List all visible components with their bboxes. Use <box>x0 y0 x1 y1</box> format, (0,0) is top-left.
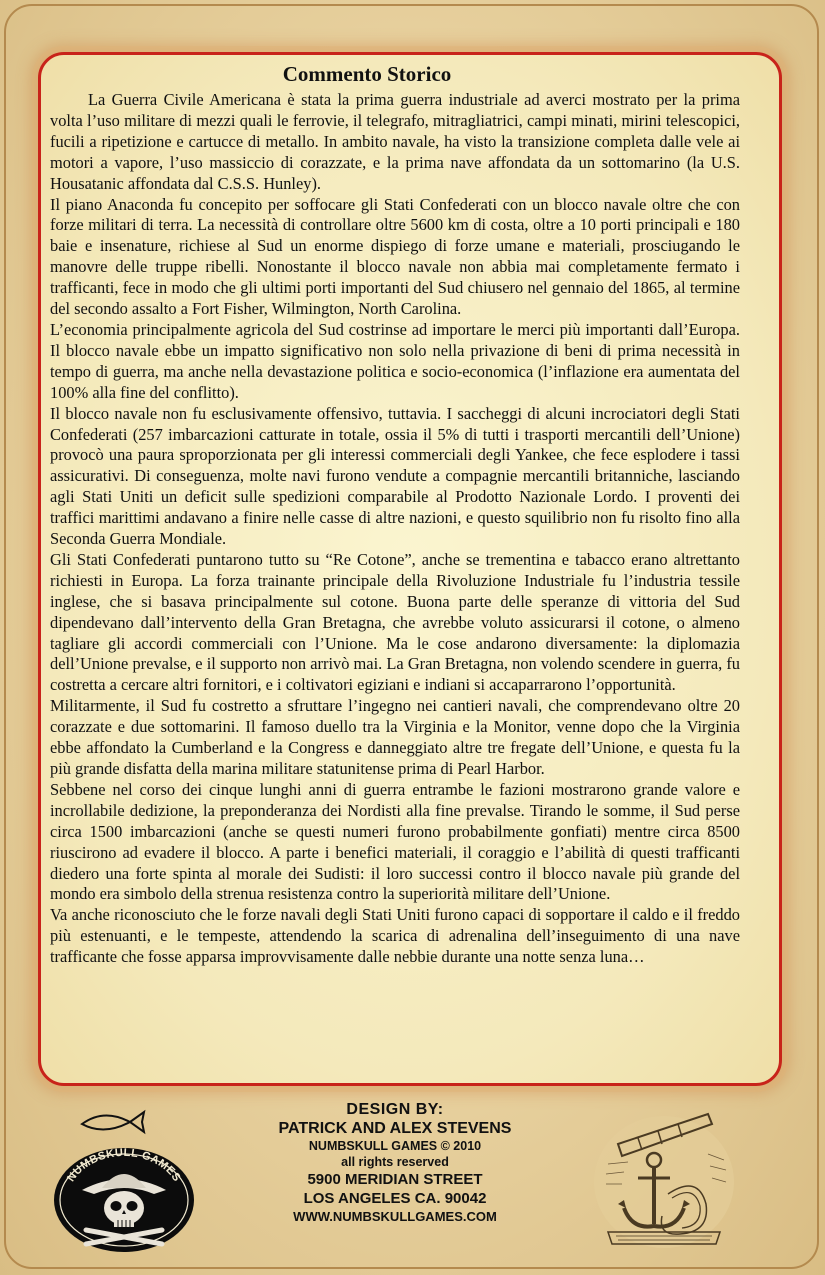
logo-text: NUMBSKULL GAMES <box>65 1146 183 1184</box>
anchor-telescope-engraving-icon <box>588 1104 740 1254</box>
paragraph: La Guerra Civile Americana è stata la prima guerra industriale ad averci mostrato per la prima volta l’uso militare di mezzi quali le ferrovie, il telegrafo, mitragliatrici, campi minati, mirini telescopici, fucili a ripetizione e cartucce di metallo. In ambito navale, ha visto la transizione completa dalle vele ai motori a vapore, l’uso massiccio di corazzate, e la prima nave affondata da un sottomarino (la U.S. Housatanic affondata dal C.S.S. Hunley). <box>50 90 740 193</box>
page-title: Commento Storico <box>282 62 452 86</box>
paragraph: L’economia principalmente agricola del Sud costrinse ad importare le merci più importanti dall’Europa. Il blocco navale ebbe un impatto significativo non solo nella privazione di beni di prima necessità in tempo di guerra, ma anche nella devastazione politica e socio-economica (l’inflazione era aumentata del 100% alla fine del conflitto). <box>50 319 740 402</box>
fish-icon <box>82 1112 144 1132</box>
paragraph: Militarmente, il Sud fu costretto a sfruttare l’ingegno nei cantieri navali, che comprendevano oltre 20 corazzate e due sottomarini. Il famoso duello tra la Virginia e la Monitor, venne dopo che la Virginia ebbe affondato la Cumberland e la Congress e danneggiato altre tre fregate dell’Unione, e questa fu la più grande disfatta della marina militare statunitense prima di Pearl Harbor. <box>50 696 740 778</box>
rights: all rights reserved <box>341 1155 449 1169</box>
paragraph: Gli Stati Confederati puntarono tutto su “Re Cotone”, anche se trementina e tabacco erano altrettanto richiesti in Europa. La forza trainante principale della Rivoluzione Industriale fu l’industria tessile inglese, che si basava principalmente sul cotone. Buona parte delle speranze di vittoria del Sud dipendevano dall’intervento della Gran Bretagna, che avrebbe voluto assicurarsi il cotone, o almeno tagliare gli accordi commerciali con l’Unione. Ma le cose andarono diversamente: la diplomazia dell’Unione prevalse, e il supporto non arrivò mai. La Gran Bretagna, non volendo scendere in guerra, fu costretta a cercare altri fornitori, e i coltivatori egiziani e indiani si accaparrarono l’opportunità. <box>50 549 740 695</box>
street-address: 5900 MERIDIAN STREET <box>307 1171 483 1188</box>
paragraph: Sebbene nel corso dei cinque lunghi anni di guerra entrambe le fazioni mostrarono grande valore e incrollabile dedizione, la preponderanza dei Nordisti alla fine prevalse. Tirando le somme, il Sud perse circa 1500 imbarcazioni (anche se questi numeri furono probabilmente gonfiati) mentre circa 8500 riuscirono ad evadere il blocco. A parte i benefici materiali, il coraggio e l’abilità di questi trafficanti diedero una forte spinta al morale dei Sudisti: il loro successi contro il blocco navale più grande del mondo era simbolo della strenua resistenza contro la superiorità militare dell’Unione. <box>50 779 740 904</box>
designers: PATRICK AND ALEX STEVENS <box>278 1120 512 1137</box>
city-address: LOS ANGELES CA. 90042 <box>303 1190 487 1207</box>
paragraph: Va anche riconosciuto che le forze navali degli Stati Uniti furono capaci di sopportare il caldo e il freddo più estenuanti, e le tempeste, attendendo la scarica di adrenalina dell’inseguimento di una nave trafficante che fosse apparsa improvvisamente dalle nebbie durante una notte senza luna… <box>50 905 740 967</box>
credits-block <box>230 1100 560 1225</box>
copyright: NUMBSKULL GAMES © 2010 <box>308 1139 482 1153</box>
paragraph: Il blocco navale non fu esclusivamente offensivo, tuttavia. I saccheggi di alcuni incrociatori degli Stati Confederati (257 imbarcazioni catturate in totale, ossia il 5% di tutti i trasporti mercantili dell’Unione) provocò una paura sproporzionata per gli interessi commerciali degli Yankee, che fece esplodere i tassi assicurativi. Di conseguenza, molte navi furono vendute a compagnie mercantili britanniche, lasciando agli Stati Uniti un deficit sulle spedizioni comparabile al Prodotto Nazionale Lordo. I proventi dei traffici marittimi andavano a finire nelle casse di altre nazioni, e questo squilibrio non fu risolto fino alla Seconda Guerra Mondiale. <box>50 403 740 549</box>
website: WWW.NUMBSKULLGAMES.COM <box>293 1209 497 1224</box>
skull-logo-icon <box>52 1104 202 1254</box>
paragraph: Il piano Anaconda fu concepito per soffocare gli Stati Confederati con un blocco navale oltre che con forze militari di terra. La necessità di controllare oltre 5600 km di costa, oltre a 10 porti principali e 180 baie e insenature, richiese al Sud un enorme dispiego di forze umane e materiali, prosciugando le manovre delle truppe ribelli. Nonostante il blocco navale non abbia mai completamente fermato i trafficanti, fece in modo che gli ultimi porti importanti del Sud chiusero nel gennaio del 1865, al termine del secondo assalto a Fort Fisher, Wilmington, North Carolina. <box>50 194 740 319</box>
historical-commentary <box>50 90 740 968</box>
design-by-label: DESIGN BY: <box>346 1101 444 1118</box>
